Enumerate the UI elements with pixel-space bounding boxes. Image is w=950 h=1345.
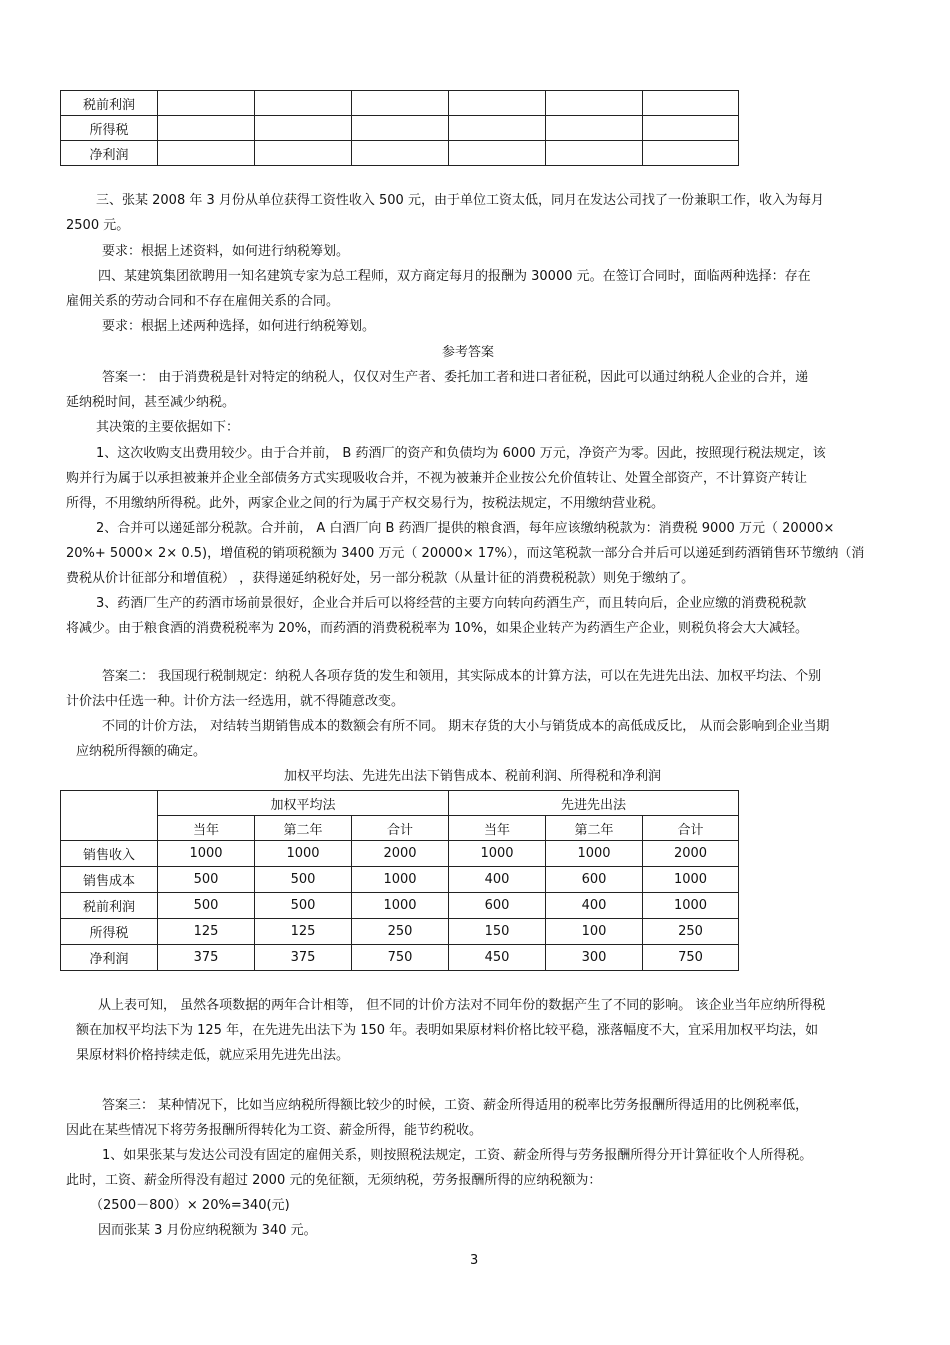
table-row (61, 91, 739, 116)
top-table (60, 90, 739, 166)
cell: 500 (158, 867, 255, 893)
question4-line2: 雇佣关系的劳动合同和不存在雇佣关系的合同。 (66, 294, 340, 309)
answer1-point2-line3: 费税从价计征部分和增值税） ，获得递延纳税好处，另一部分税款（从量计征的消费税税款）则免于缴纳了。 (66, 571, 695, 586)
cell: 125 (158, 919, 255, 945)
question3-requirement: 要求：根据上述资料，如何进行纳税筹划。 (102, 244, 350, 259)
cell: 150 (449, 919, 546, 945)
table-subheader-row (61, 816, 739, 841)
row-label: 销售收入 (61, 841, 158, 867)
table-row (61, 945, 739, 971)
cell: 2000 (643, 841, 739, 867)
row-label: 税前利润 (61, 893, 158, 919)
table-row (61, 841, 739, 867)
answer3-intro-line1: 答案三： 某种情况下，比如当应纳税所得额比较少的时候，工资、薪金所得适用的税率比劳务报酬所得适用的比例税率低， (102, 1098, 809, 1113)
answer2-intro-line2: 计价法中任选一种。计价方法一经选用，就不得随意改变。 (66, 694, 405, 709)
answer1-intro-line1: 答案一： 由于消费税是针对特定的纳税人，仅仅对生产者、委托加工者和进口者征税，因此可以通过纳税人企业的合并，递 (102, 370, 809, 385)
row-label: 销售成本 (61, 867, 158, 893)
cell: 1000 (255, 841, 352, 867)
table-row (61, 141, 739, 166)
question3-line1: 三、张某 2008 年 3 月份从单位获得工资性收入 500 元，由于单位工资太低，同月在发达公司找了一份兼职工作，收入为每月 (96, 193, 824, 208)
subheader: 当年 (158, 816, 255, 841)
cell: 1000 (546, 841, 643, 867)
answer3-point1-line2: 此时，工资、薪金所得没有超过 2000 元的免征额，无须纳税，劳务报酬所得的应纳税额为： (66, 1173, 602, 1188)
answer3-formula: （2500－800）× 20%=340(元) (90, 1198, 290, 1213)
comparison-table (60, 790, 739, 971)
table-row (61, 919, 739, 945)
answer3-result: 因而张某 3 月份应纳税额为 340 元。 (98, 1223, 317, 1238)
cell: 750 (352, 945, 449, 971)
answer2-intro-line1: 答案二： 我国现行税制规定：纳税人各项存货的发生和领用，其实际成本的计算方法，可以在先进先出法、加权平均法、个别 (102, 669, 822, 684)
reference-answers-title: 参考答案 (442, 345, 495, 360)
cell: 1000 (158, 841, 255, 867)
cell: 500 (255, 867, 352, 893)
cell: 1000 (449, 841, 546, 867)
cell: 600 (449, 893, 546, 919)
row-label: 所得税 (61, 116, 158, 141)
cell: 600 (546, 867, 643, 893)
cell: 500 (255, 893, 352, 919)
answer1-point1-line1: 1、这次收购支出费用较少。由于合并前， B 药酒厂的资产和负债均为 6000 万元，净资产为零。因此，按照现行税法规定，该 (96, 446, 826, 461)
cell: 125 (255, 919, 352, 945)
question4-line1: 四、某建筑集团欲聘用一知名建筑专家为总工程师，双方商定每月的报酬为 30000 元。在签订合同时，面临两种选择：存在 (98, 269, 811, 284)
cell: 250 (352, 919, 449, 945)
cell: 250 (643, 919, 739, 945)
table-title: 加权平均法、先进先出法下销售成本、税前利润、所得税和净利润 (284, 769, 662, 784)
cell: 1000 (643, 867, 739, 893)
header-weighted-average: 加权平均法 (158, 791, 449, 816)
subheader: 当年 (449, 816, 546, 841)
page-number: 3 (470, 1253, 479, 1268)
answer2-para-line2: 应纳税所得额的确定。 (76, 744, 207, 759)
table-header-row (61, 791, 739, 816)
row-label: 所得税 (61, 919, 158, 945)
answer2-para-line1: 不同的计价方法， 对结转当期销售成本的数额会有所不同。 期末存货的大小与销货成本的高低成反比， 从而会影响到企业当期 (102, 719, 830, 734)
header-fifo: 先进先出法 (449, 791, 739, 816)
cell: 1000 (352, 867, 449, 893)
cell: 1000 (352, 893, 449, 919)
answer1-point2-line1: 2、合并可以递延部分税款。合并前， A 白酒厂向 B 药酒厂提供的粮食酒，每年应该缴纳税款为：消费税 9000 万元（ 20000× (96, 521, 835, 536)
cell: 1000 (643, 893, 739, 919)
answer2-conclusion-line1: 从上表可知， 虽然各项数据的两年合计相等， 但不同的计价方法对不同年份的数据产生了不同的影响。 该企业当年应纳所得税 (98, 998, 826, 1013)
subheader: 合计 (643, 816, 739, 841)
answer1-intro-line2: 延纳税时间，甚至减少纳税。 (66, 395, 236, 410)
row-label: 净利润 (61, 945, 158, 971)
cell: 500 (158, 893, 255, 919)
question3-line2: 2500 元。 (66, 218, 130, 233)
answer3-point1-line1: 1、如果张某与发达公司没有固定的雇佣关系，则按照税法规定，工资、薪金所得与劳务报酬所得分开计算征收个人所得税。 (102, 1148, 813, 1163)
cell: 750 (643, 945, 739, 971)
subheader: 第二年 (255, 816, 352, 841)
cell: 2000 (352, 841, 449, 867)
cell: 450 (449, 945, 546, 971)
answer2-conclusion-line3: 果原材料价格持续走低，就应采用先进先出法。 (76, 1048, 350, 1063)
answer1-point1-line3: 所得，不用缴纳所得税。此外，两家企业之间的行为属于产权交易行为，按税法规定，不用缴纳营业税。 (66, 496, 665, 511)
answer3-intro-line2: 因此在某些情况下将劳务报酬所得转化为工资、薪金所得，能节约税收。 (66, 1123, 483, 1138)
subheader: 合计 (352, 816, 449, 841)
table-row (61, 893, 739, 919)
cell: 375 (255, 945, 352, 971)
answer1-point3-line1: 3、药酒厂生产的药酒市场前景很好，企业合并后可以将经营的主要方向转向药酒生产，而且转向后，企业应缴的消费税税款 (96, 596, 807, 611)
answer1-basis: 其决策的主要依据如下： (96, 420, 240, 435)
row-label: 净利润 (61, 141, 158, 166)
answer1-point3-line2: 将减少。由于粮食酒的消费税税率为 20%，而药酒的消费税税率为 10%，如果企业转产为药酒生产企业，则税负将会大大减轻。 (66, 621, 809, 636)
subheader: 第二年 (546, 816, 643, 841)
cell: 100 (546, 919, 643, 945)
cell: 400 (546, 893, 643, 919)
answer2-conclusion-line2: 额在加权平均法下为 125 年，在先进先出法下为 150 年。表明如果原材料价格比较平稳，涨落幅度不大，宜采用加权平均法，如 (76, 1023, 819, 1038)
table-row (61, 867, 739, 893)
cell: 300 (546, 945, 643, 971)
cell: 400 (449, 867, 546, 893)
table-row (61, 116, 739, 141)
answer1-point2-line2: 20%+ 5000× 2× 0.5)，增值税的销项税额为 3400 万元（ 20000× 17%），而这笔税款一部分合并后可以递延到药酒销售环节缴纳（消 (66, 546, 865, 561)
row-label: 税前利润 (61, 91, 158, 116)
answer1-point1-line2: 购并行为属于以承担被兼并企业全部债务方式实现吸收合并，不视为被兼并企业按公允价值转让、处置全部资产，不计算资产转让 (66, 471, 808, 486)
cell: 375 (158, 945, 255, 971)
question4-requirement: 要求：根据上述两种选择，如何进行纳税筹划。 (102, 319, 376, 334)
